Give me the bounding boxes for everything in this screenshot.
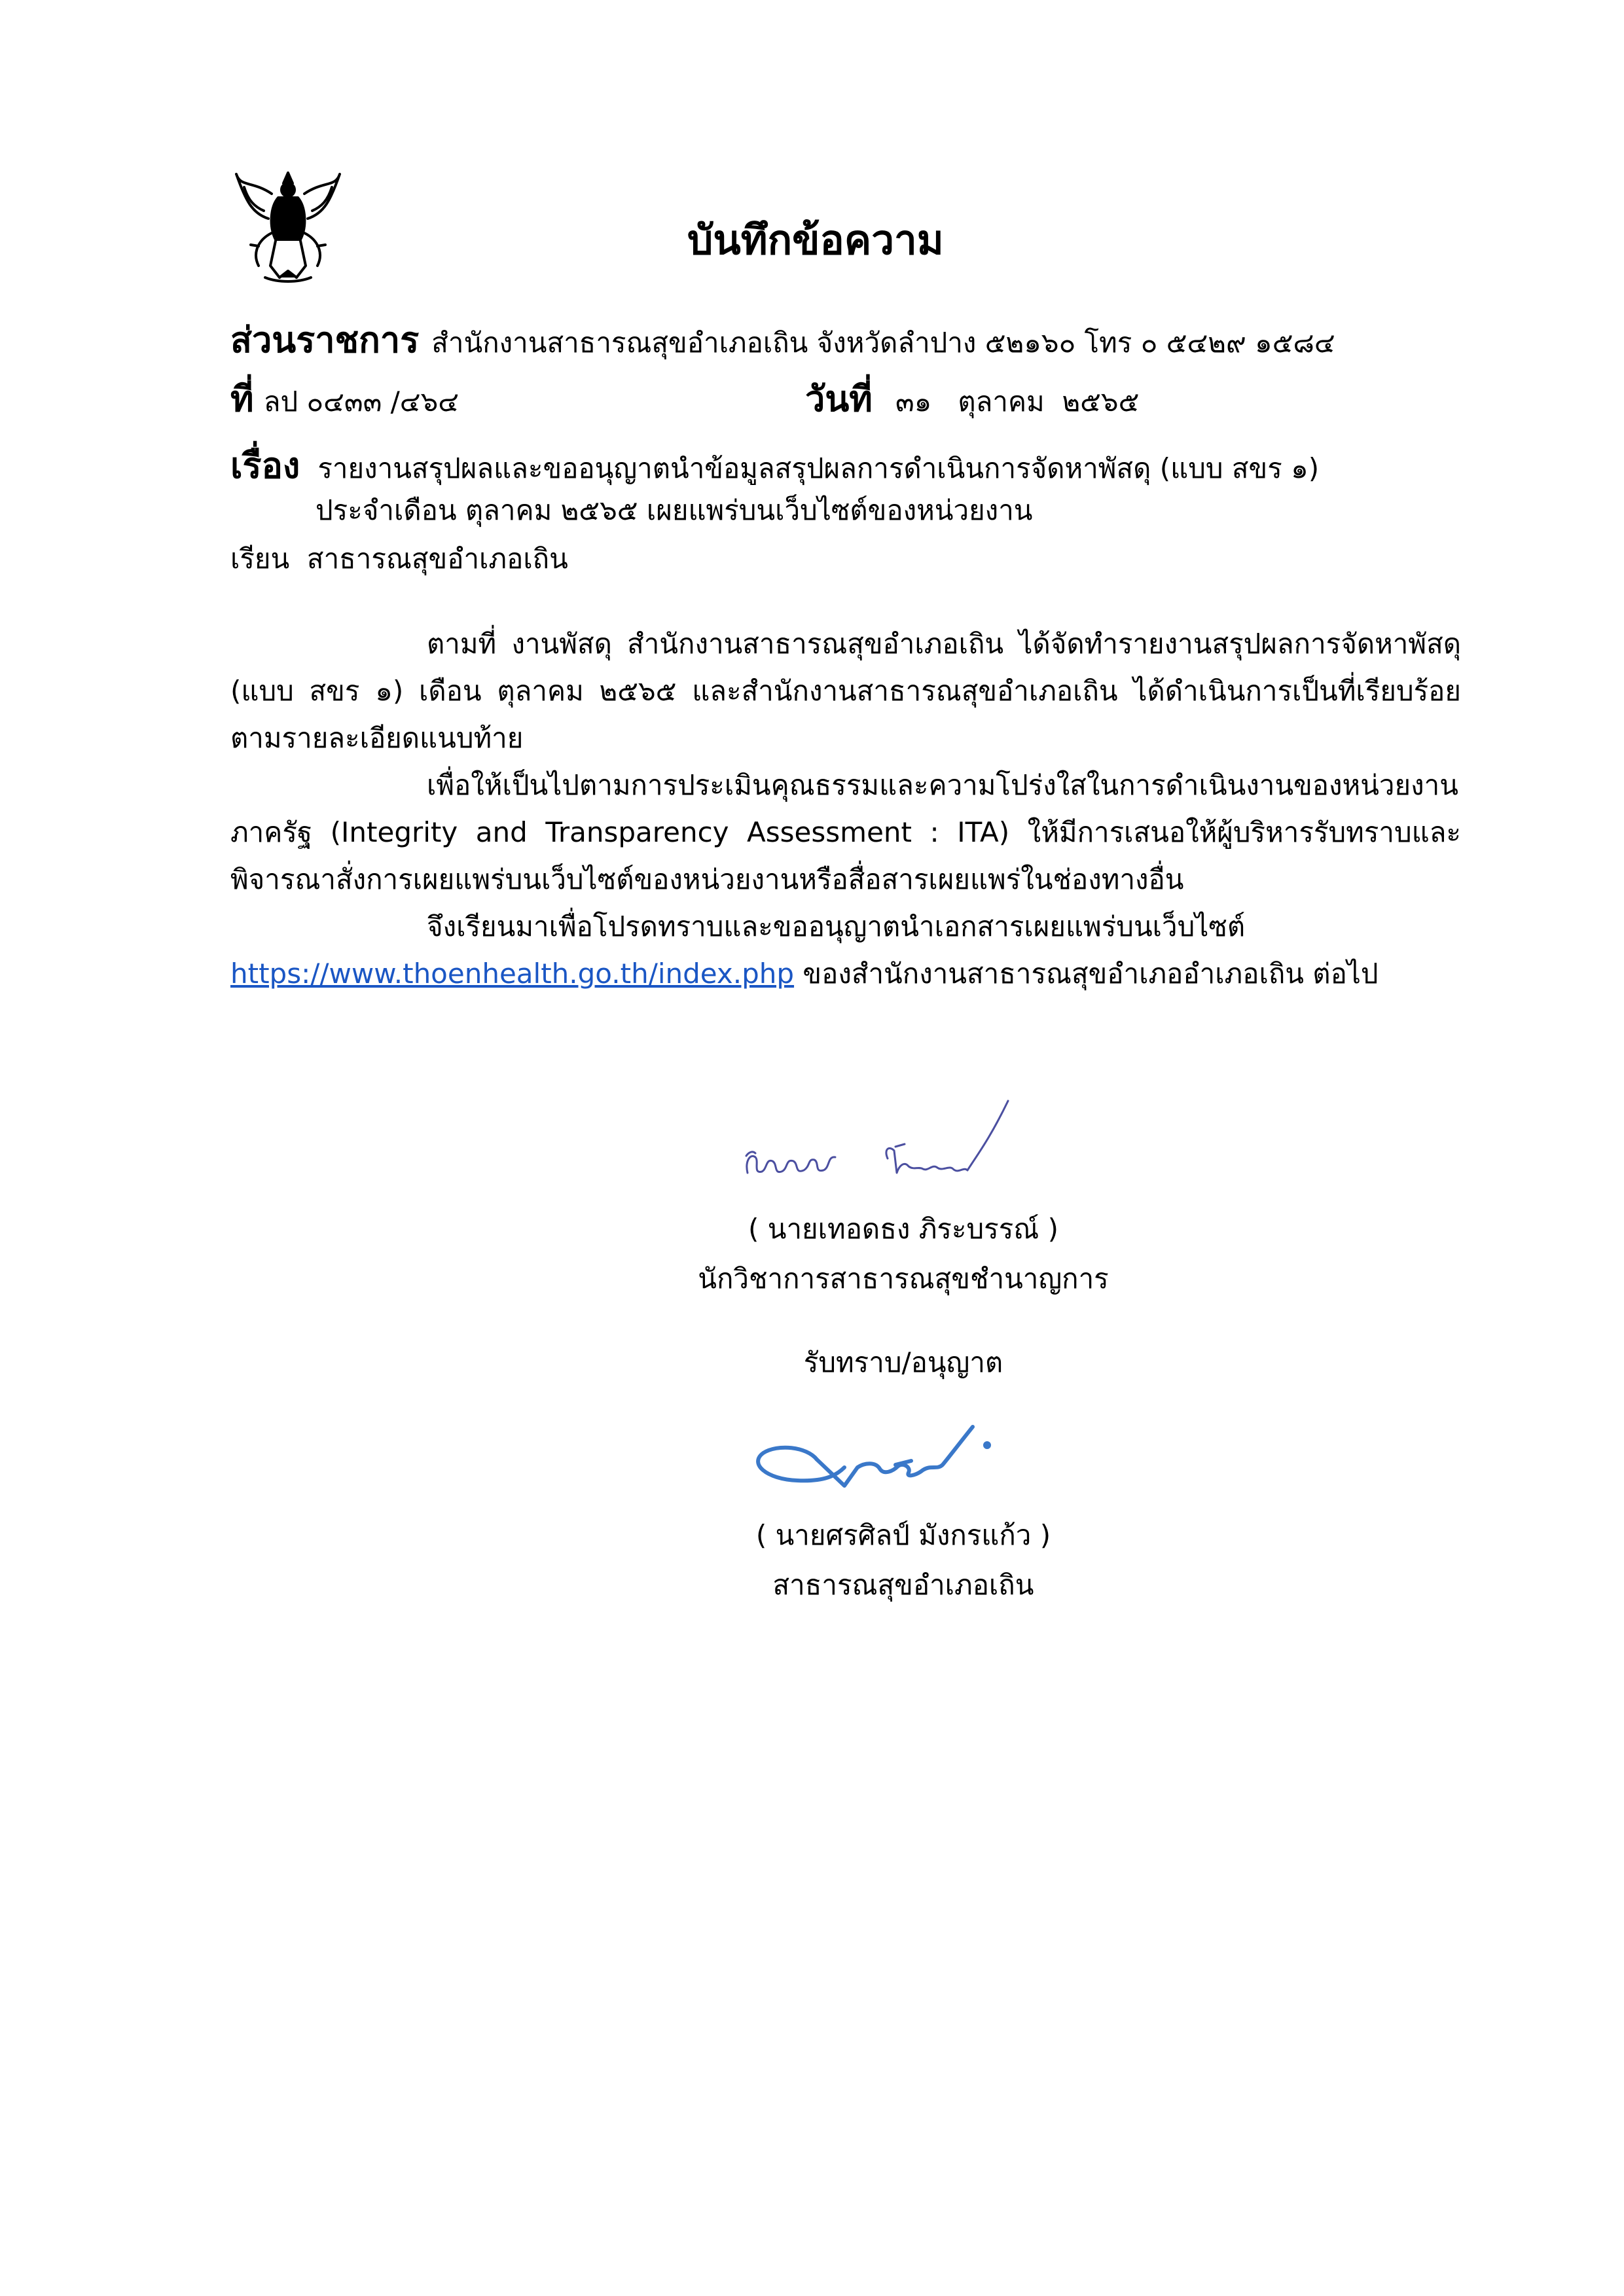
date-label: วันที่ bbox=[805, 378, 873, 420]
signature-2-image bbox=[746, 1407, 1034, 1505]
date-row bbox=[805, 370, 1139, 427]
signer-2-position: สาธารณสุขอำเภอเถิน bbox=[772, 1569, 1034, 1601]
subject-row bbox=[230, 437, 1319, 493]
subject-label: เรื่อง bbox=[230, 445, 300, 486]
body-paragraph-3: จึงเรียนมาเพื่อโปรดทราบและขออนุญาตนำเอกสารเผยแพร่บนเว็บไซต์ bbox=[427, 910, 1246, 942]
body-paragraph-1: ตามที่ งานพัสดุ สำนักงานสาธารณสุขอำเภอเถิน ได้จัดทำรายงานสรุปผลการจัดหาพัสดุ (แบบ สขร ๑) เดือน ตุลาคม ๒๕๖๕ และสำนักงานสาธารณสุขอำเภอเถิน ได้ดำเนินการเป็นที่เรียบร้อยตามรายละเอียดแนบท้าย bbox=[230, 628, 1461, 754]
salutation: เรียน สาธารณสุขอำเภอเถิน bbox=[230, 543, 568, 575]
page-title: บันทึกข้อความ bbox=[687, 216, 944, 264]
ref-label: ที่ bbox=[230, 378, 254, 420]
approval-text: รับทราบ/อนุญาต bbox=[803, 1346, 1003, 1378]
garuda-emblem-icon bbox=[232, 168, 344, 285]
agency-row bbox=[230, 312, 1335, 368]
signature-1-image bbox=[733, 1093, 1041, 1204]
signer-2-name: ( นายศรศิลป์ มังกรแก้ว ) bbox=[755, 1519, 1051, 1551]
body-paragraph-3-tail: ของสำนักงานสาธารณสุขอำเภออำเภอเถิน ต่อไป bbox=[794, 958, 1379, 990]
ref-value: ลป ๐๔๓๓ /๔๖๔ bbox=[263, 386, 460, 418]
agency-label: ส่วนราชการ bbox=[230, 319, 420, 361]
subject-line-1: รายงานสรุปผลและขออนุญาตนำข้อมูลสรุปผลการดำเนินการจัดหาพัสดุ (แบบ สขร ๑) bbox=[317, 452, 1320, 484]
body-paragraph-2: เพื่อให้เป็นไปตามการประเมินคุณธรรมและความโปร่งใสในการดำเนินงานของหน่วยงานภาครัฐ (Integrity and Transparency Assessment : ITA) ให้มีการเสนอให้ผู้บริหารรับทราบและพิจารณาสั่งการเผยแพร่บนเว็บไซต์ของหน่วยงานหรือสื่อสารเผยแพร่ในช่องทางอื่น bbox=[230, 769, 1461, 895]
agency-value: สำนักงานสาธารณสุขอำเภอเถิน จังหวัดลำปาง ๕๒๑๖๐ โทร ๐ ๕๔๒๙ ๑๕๘๔ bbox=[431, 327, 1335, 359]
signer-1-name: ( นายเทอดธง ภิระบรรณ์ ) bbox=[748, 1213, 1058, 1245]
subject-line-2: ประจำเดือน ตุลาคม ๒๕๖๕ เผยแพร่บนเว็บไซต์ของหน่วยงาน bbox=[316, 494, 1033, 526]
signer-1-position: นักวิชาการสาธารณสุขชำนาญการ bbox=[698, 1263, 1109, 1295]
date-value: ๓๑ ตุลาคม ๒๕๖๕ bbox=[895, 386, 1140, 418]
ref-row bbox=[230, 370, 459, 427]
website-link[interactable]: https://www.thoenhealth.go.th/index.php bbox=[230, 958, 795, 990]
body-paragraph-3-continued bbox=[230, 950, 1461, 997]
